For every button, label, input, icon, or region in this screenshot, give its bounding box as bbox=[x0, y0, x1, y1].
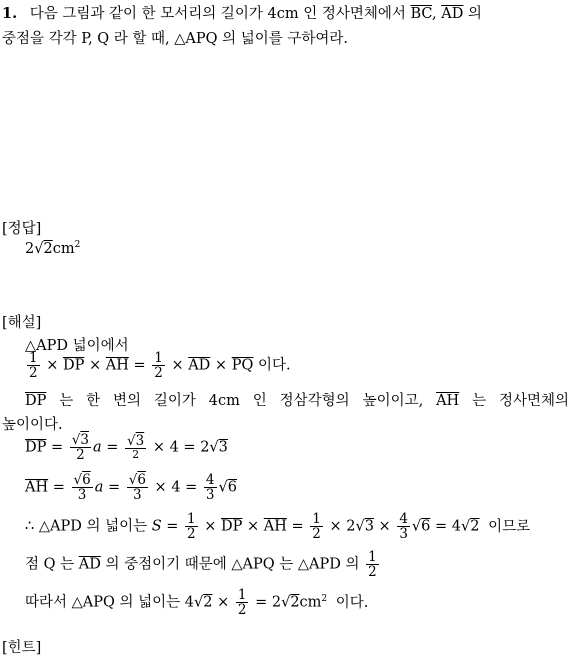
radicand: 6 bbox=[227, 479, 237, 496]
frac-den: 2 bbox=[29, 365, 38, 382]
explanation-line-5 bbox=[25, 433, 228, 462]
question-text-1: 다음 그림과 같이 한 모서리의 길이가 4cm 인 정사면체에서 bbox=[29, 6, 411, 22]
frac-num: 1 bbox=[237, 587, 247, 603]
equals-sign: = bbox=[133, 357, 146, 374]
radicand: 3 bbox=[80, 432, 89, 448]
frac-num: 1 bbox=[368, 549, 377, 565]
equals-sign: = bbox=[52, 479, 65, 496]
sqrt-sign: √ bbox=[461, 518, 471, 535]
frac-num: 1 bbox=[312, 511, 321, 527]
answer-sqrt: √2 bbox=[34, 241, 53, 257]
number: 4 bbox=[184, 594, 194, 611]
fraction-sqrt6-over-3 bbox=[127, 473, 148, 502]
frac-num: √3 bbox=[71, 432, 89, 448]
question-text-1-end: 의 bbox=[463, 6, 482, 22]
segment-ad: $\overline{AD}$ bbox=[78, 556, 101, 573]
explanation-line-8 bbox=[25, 550, 381, 579]
frac-den: 2 bbox=[237, 602, 247, 619]
unit: cm bbox=[299, 594, 322, 611]
explanation-text: ∴ △APD 의 넓이는 bbox=[25, 518, 148, 535]
explanation-line-3 bbox=[25, 389, 569, 410]
explanation-line-7 bbox=[25, 512, 530, 541]
segment-dp: $\overline{DP}$ bbox=[25, 439, 47, 456]
frac-den: 3 bbox=[205, 487, 215, 504]
explanation-header: [해설] bbox=[2, 315, 42, 331]
frac-den: 2 bbox=[132, 448, 140, 462]
radicand: 3 bbox=[218, 439, 228, 456]
times-sign: × bbox=[378, 518, 391, 535]
fraction-sqrt3-over-2 bbox=[70, 433, 91, 462]
radicand: 6 bbox=[421, 518, 431, 535]
explanation-line-1: △APD 넓이에서 bbox=[25, 338, 129, 354]
radicand: 6 bbox=[137, 472, 146, 488]
explanation-text: 이므로 bbox=[488, 518, 531, 535]
sqrt-sign: √ bbox=[355, 518, 365, 535]
answer-coef: 2 bbox=[25, 241, 35, 257]
radicand: 3 bbox=[364, 518, 374, 535]
segment-ah: $\overline{AH}$ bbox=[436, 393, 460, 409]
segment-ad: $\overline{AD}$ bbox=[188, 357, 211, 374]
segment-ah: $\overline{AH}$ bbox=[25, 479, 49, 496]
explanation-text: 점 Q 는 bbox=[25, 556, 75, 573]
exponent: 2 bbox=[321, 593, 328, 604]
frac-num: 1 bbox=[29, 350, 38, 366]
equals-sign: = bbox=[107, 479, 121, 496]
segment-dp: $\overline{DP}$ bbox=[220, 518, 243, 535]
hint-header: [힌트] bbox=[2, 640, 42, 656]
explanation-line-2 bbox=[25, 351, 291, 380]
equals-sign: = bbox=[51, 439, 64, 456]
times-sign: × bbox=[214, 357, 228, 374]
variable-a: a bbox=[92, 439, 102, 456]
radicand: 3 bbox=[135, 433, 145, 450]
equals-sign: = bbox=[166, 518, 179, 535]
explanation-line-6 bbox=[25, 473, 237, 502]
explanation-line-4: 높이이다. bbox=[2, 417, 63, 433]
sqrt-sign: √ bbox=[281, 594, 291, 611]
frac-den: 2 bbox=[187, 526, 196, 543]
times-sign: × bbox=[154, 479, 167, 496]
frac-num: 1 bbox=[187, 511, 196, 527]
equals-sign: = bbox=[183, 439, 196, 456]
radicand: 6 bbox=[82, 472, 91, 488]
answer-header: [정답] bbox=[2, 221, 42, 237]
segment-ah: $\overline{AH}$ bbox=[263, 518, 287, 535]
frac-den: 2 bbox=[76, 447, 85, 464]
frac-den: 3 bbox=[77, 487, 87, 504]
question-number: 1. bbox=[2, 5, 18, 22]
frac-num: √6 bbox=[128, 472, 146, 488]
segment-ah: $\overline{AH}$ bbox=[105, 357, 129, 374]
fraction-half bbox=[366, 550, 379, 579]
number: 2 bbox=[271, 594, 282, 611]
radicand: 2 bbox=[203, 594, 213, 611]
explanation-line-9 bbox=[25, 588, 368, 617]
variable-s: S bbox=[151, 518, 162, 535]
equals-sign: = bbox=[255, 594, 268, 611]
fraction-sqrt6-over-3 bbox=[72, 473, 93, 502]
sentence-end: 이다. bbox=[257, 357, 291, 374]
frac-num: 4 bbox=[399, 511, 408, 527]
fraction-half bbox=[152, 351, 165, 380]
equals-sign: = bbox=[185, 479, 198, 496]
frac-num: √3 bbox=[127, 433, 145, 450]
number: 4 bbox=[171, 479, 181, 496]
sqrt-sign: √ bbox=[218, 479, 228, 496]
equals-sign: = bbox=[435, 518, 448, 535]
explanation-text: 의 중점이기 때문에 △APQ 는 △APD 의 bbox=[105, 556, 360, 573]
times-sign: × bbox=[217, 594, 230, 611]
fraction-half bbox=[236, 588, 249, 617]
explanation-text: 이다. bbox=[335, 594, 369, 611]
answer-value bbox=[25, 241, 80, 257]
question-line-2: 중점을 각각 P, Q 라 할 때, △APQ 의 넓이를 구하여라. bbox=[2, 31, 349, 47]
frac-num: 4 bbox=[205, 472, 215, 488]
times-sign: × bbox=[329, 518, 342, 535]
answer-radicand: 2 bbox=[43, 241, 53, 257]
number: 4 bbox=[169, 439, 179, 456]
fraction-half bbox=[185, 512, 198, 541]
segment-ad: $\overline{AD}$ bbox=[441, 6, 464, 22]
explanation-text: 는 정사면체의 bbox=[472, 393, 569, 409]
times-sign: × bbox=[204, 518, 217, 535]
equals-sign: = bbox=[106, 439, 119, 456]
separator: , bbox=[432, 6, 442, 22]
times-sign: × bbox=[171, 357, 184, 374]
frac-den: 3 bbox=[133, 487, 142, 504]
times-sign: × bbox=[88, 357, 102, 374]
segment-pq: $\overline{PQ}$ bbox=[231, 357, 254, 374]
explanation-text: 따라서 △APQ 의 넓이는 bbox=[25, 594, 181, 611]
frac-den: 2 bbox=[368, 564, 377, 581]
times-sign: × bbox=[46, 357, 59, 374]
segment-bc: $\overline{BC}$ bbox=[410, 6, 432, 22]
frac-num: 1 bbox=[154, 350, 163, 366]
number: 2 bbox=[346, 518, 356, 535]
frac-den: 3 bbox=[399, 526, 408, 543]
answer-unit: cm bbox=[52, 241, 75, 257]
radicand: 2 bbox=[290, 594, 300, 611]
explanation-text: 는 한 변의 길이가 4cm 인 정삼각형의 높이이고, bbox=[59, 393, 424, 409]
fraction-4-over-3 bbox=[204, 473, 217, 502]
equals-sign: = bbox=[291, 518, 304, 535]
frac-den: 2 bbox=[312, 526, 321, 543]
times-sign: × bbox=[246, 518, 260, 535]
fraction-sqrt3-over-2 bbox=[125, 434, 146, 461]
frac-den: 2 bbox=[154, 365, 163, 382]
times-sign: × bbox=[152, 439, 165, 456]
fraction-4-over-3 bbox=[397, 512, 410, 541]
fraction-half bbox=[27, 351, 40, 380]
segment-dp: $\overline{DP}$ bbox=[25, 393, 47, 409]
question-line-1 bbox=[2, 2, 482, 23]
radicand: 2 bbox=[470, 518, 480, 535]
sqrt-sign: √ bbox=[411, 518, 422, 535]
frac-num: √6 bbox=[73, 472, 91, 488]
answer-exponent: 2 bbox=[74, 240, 81, 251]
segment-dp: $\overline{DP}$ bbox=[62, 357, 85, 374]
variable-a: a bbox=[94, 479, 104, 496]
sqrt-sign: √ bbox=[194, 594, 204, 611]
number: 4 bbox=[451, 518, 461, 535]
number: 2 bbox=[200, 439, 210, 456]
fraction-half bbox=[310, 512, 323, 541]
sqrt-sign: √ bbox=[209, 439, 219, 456]
